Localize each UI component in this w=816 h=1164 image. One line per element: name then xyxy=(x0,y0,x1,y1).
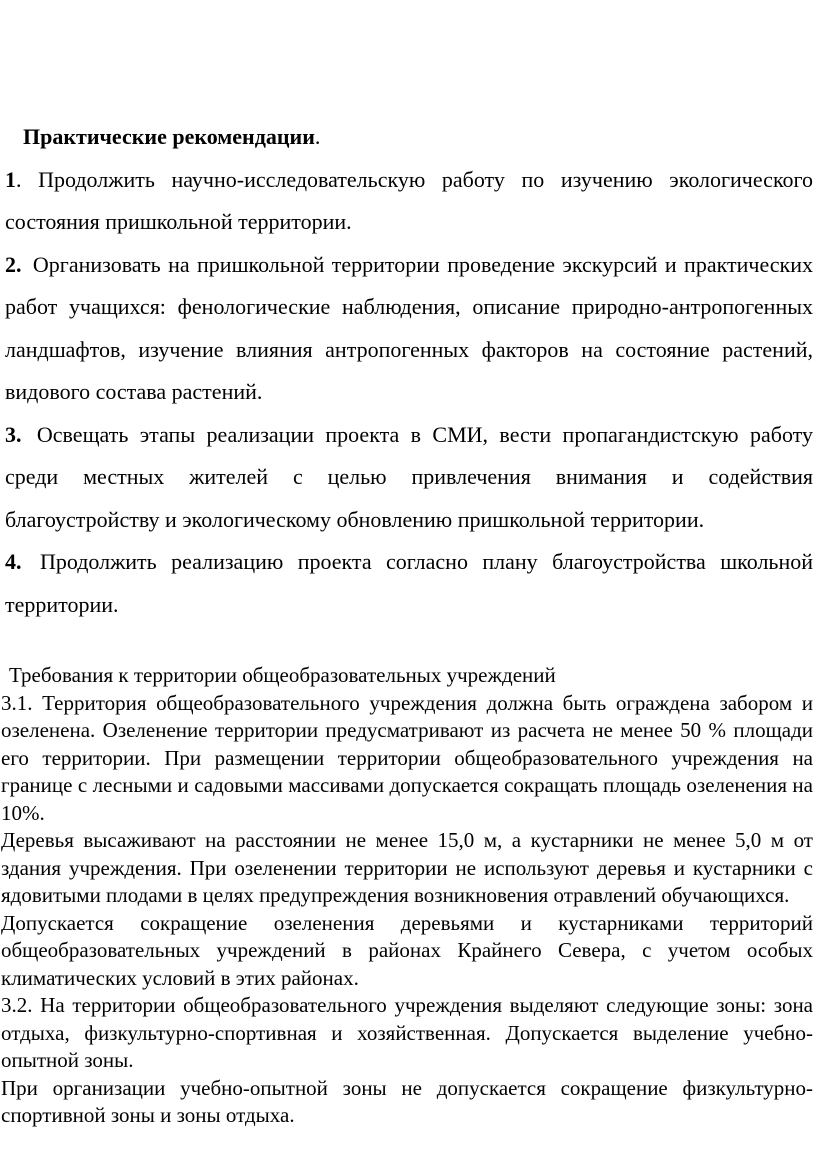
recommendations-heading-dot: . xyxy=(314,124,321,149)
requirements-paragraph-5: При организации учебно-опытной зоны не допускается сокращение физкультурно- спортивной зоны и зоны отдыха. xyxy=(1,1075,813,1127)
requirements-title: Требования к территории общеобразовательных учреждений xyxy=(9,663,556,687)
recommendations-heading-text: Практические рекомендации xyxy=(23,124,315,149)
requirements-paragraph-1: 3.1. Территория общеобразовательного учреждения должна быть ограждена забором и озеленена. Озеленение территории предусматривают из расчета не менее 50 % площади его территории. При размещении территории общеобразовательного учреждения на границе с лесными и садовыми массивами допускается сокращать площадь озеленения на 10%. xyxy=(1,690,813,825)
item-number: 4. xyxy=(5,549,22,574)
item-number: 2. xyxy=(5,251,22,277)
item-text: Продолжить реализацию проекта согласно плану благоустройства школьной территории. xyxy=(5,549,813,617)
requirements-section xyxy=(1,662,813,1130)
requirements-paragraph-4: 3.2. На территории общеобразовательного учреждения выделяют следующие зоны: зона отдыха, физкультурно-спортивная и хозяйственная. Допускается выделение учебно-опытной зоны. xyxy=(1,993,813,1072)
requirements-paragraph-3: Допускается сокращение озеленения деревьями и кустарниками территорий общеобразовательных учреждений в районах Крайнего Севера, с учетом особых климатических условий в этих районах. xyxy=(1,910,813,990)
item-text: Организовать на пришкольной территории проведение экскурсий и практических работ учащихся: фенологические наблюдения, описание природно-антропогенных ландшафтов, изучение влияния антропогенных факторов на состояние растений, видового состава растений. xyxy=(5,251,813,404)
recommendation-item-2 xyxy=(5,244,813,414)
recommendation-item-1 xyxy=(5,159,813,244)
item-number: 3. xyxy=(5,421,22,447)
recommendation-item-3 xyxy=(5,414,813,542)
item-text: Освещать этапы реализации проекта в СМИ, вести пропагандистскую работу среди местных жителей с целью привлечения внимания и содействия благоустройству и экологическому обновлению пришкольной территории. xyxy=(5,421,813,532)
requirements-paragraph-2: Деревья высаживают на расстоянии не менее 15,0 м, а кустарники не менее 5,0 м от здания учреждения. При озеленении территории не используют деревья и кустарники с ядовитыми плодами в целях предупреждения возникновения отравлений обучающихся. xyxy=(1,828,813,907)
item-number: 1 xyxy=(5,166,16,192)
item-text: . Продолжить научно-исследовательскую работу по изучению экологического состояния пришкольной территории. xyxy=(5,166,813,234)
recommendation-item-4 xyxy=(5,541,813,626)
recommendations-section xyxy=(5,116,813,626)
recommendations-heading xyxy=(5,116,813,159)
